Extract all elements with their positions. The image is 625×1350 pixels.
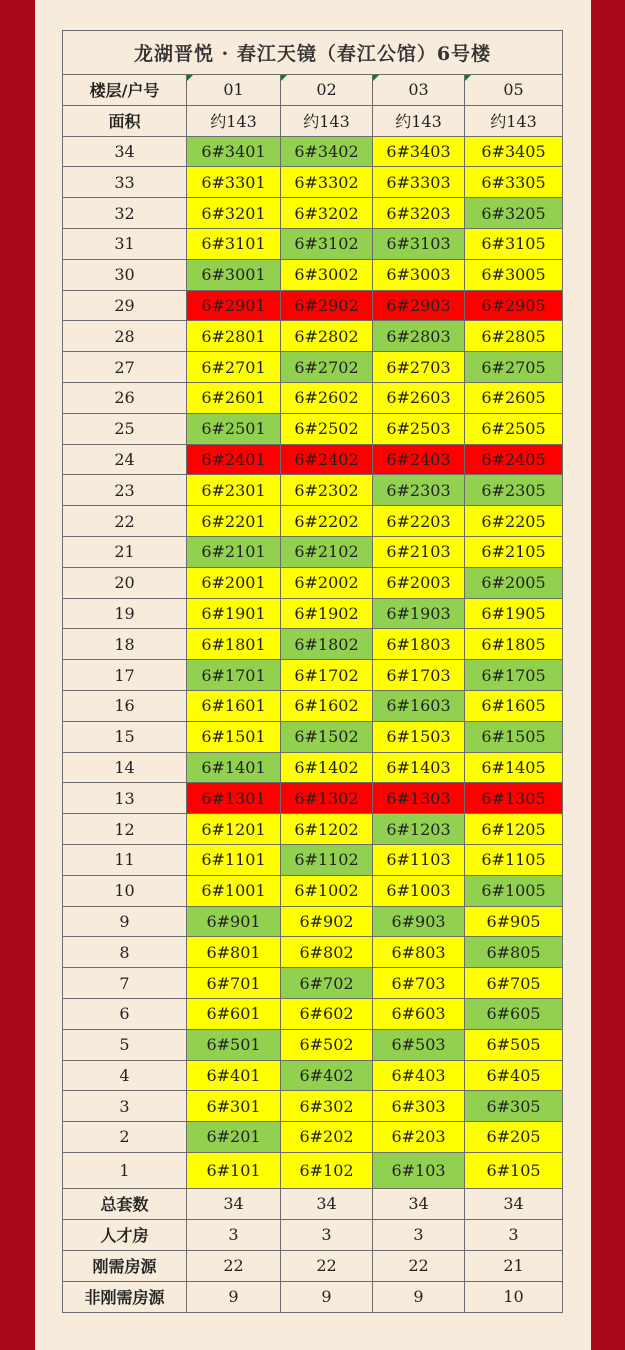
unit-cell: 6#2201 xyxy=(187,506,281,537)
area-value: 约143 xyxy=(187,105,281,136)
unit-cell: 6#1301 xyxy=(187,783,281,814)
unit-cell: 6#2402 xyxy=(281,444,373,475)
unit-cell: 6#501 xyxy=(187,1029,281,1060)
summary-value: 3 xyxy=(373,1219,465,1250)
unit-cell: 6#1005 xyxy=(465,875,563,906)
floor-row xyxy=(63,352,563,383)
unit-cell: 6#2203 xyxy=(373,506,465,537)
unit-cell: 6#1605 xyxy=(465,690,563,721)
unit-cell: 6#2802 xyxy=(281,321,373,352)
unit-cell: 6#101 xyxy=(187,1152,281,1188)
unit-cell: 6#2305 xyxy=(465,475,563,506)
unit-cell: 6#302 xyxy=(281,1091,373,1122)
floor-number: 29 xyxy=(63,290,187,321)
floor-number: 20 xyxy=(63,567,187,598)
unit-cell: 6#1701 xyxy=(187,660,281,691)
unit-cell: 6#2505 xyxy=(465,413,563,444)
floor-number: 8 xyxy=(63,937,187,968)
floor-row xyxy=(63,413,563,444)
summary-value: 22 xyxy=(187,1250,281,1281)
summary-row xyxy=(63,1281,563,1312)
summary-row xyxy=(63,1188,563,1219)
unit-cell: 6#2501 xyxy=(187,413,281,444)
unit-cell: 6#1003 xyxy=(373,875,465,906)
floor-row xyxy=(63,167,563,198)
summary-value: 3 xyxy=(465,1219,563,1250)
floor-row xyxy=(63,136,563,167)
floor-row xyxy=(63,968,563,999)
unit-cell: 6#2103 xyxy=(373,536,465,567)
floor-row xyxy=(63,660,563,691)
summary-value: 3 xyxy=(187,1219,281,1250)
unit-cell: 6#1401 xyxy=(187,752,281,783)
unit-cell: 6#2401 xyxy=(187,444,281,475)
unit-cell: 6#1803 xyxy=(373,629,465,660)
unit-cell: 6#1103 xyxy=(373,844,465,875)
unit-header-03 xyxy=(373,75,465,106)
floor-number: 12 xyxy=(63,814,187,845)
unit-cell: 6#2502 xyxy=(281,413,373,444)
unit-cell: 6#805 xyxy=(465,937,563,968)
summary-value: 21 xyxy=(465,1250,563,1281)
unit-header-text: 03 xyxy=(408,80,429,100)
area-row xyxy=(63,105,563,136)
floor-number: 22 xyxy=(63,506,187,537)
unit-cell: 6#2805 xyxy=(465,321,563,352)
floor-number: 13 xyxy=(63,783,187,814)
unit-cell: 6#3105 xyxy=(465,228,563,259)
unit-cell: 6#1402 xyxy=(281,752,373,783)
unit-cell: 6#1703 xyxy=(373,660,465,691)
unit-cell: 6#2703 xyxy=(373,352,465,383)
unit-cell: 6#3002 xyxy=(281,259,373,290)
summary-label: 总套数 xyxy=(63,1188,187,1219)
comment-marker-icon xyxy=(373,75,379,81)
floor-row xyxy=(63,783,563,814)
unit-cell: 6#1705 xyxy=(465,660,563,691)
floor-row xyxy=(63,228,563,259)
unit-cell: 6#602 xyxy=(281,998,373,1029)
unit-cell: 6#1702 xyxy=(281,660,373,691)
floor-number: 14 xyxy=(63,752,187,783)
floor-number: 21 xyxy=(63,536,187,567)
summary-label: 非刚需房源 xyxy=(63,1281,187,1312)
floor-number: 19 xyxy=(63,598,187,629)
floor-number: 6 xyxy=(63,998,187,1029)
floor-number: 30 xyxy=(63,259,187,290)
summary-value: 34 xyxy=(281,1188,373,1219)
unit-cell: 6#3005 xyxy=(465,259,563,290)
unit-cell: 6#2503 xyxy=(373,413,465,444)
unit-cell: 6#2005 xyxy=(465,567,563,598)
unit-cell: 6#703 xyxy=(373,968,465,999)
summary-value: 9 xyxy=(187,1281,281,1312)
area-value: 约143 xyxy=(465,105,563,136)
unit-cell: 6#301 xyxy=(187,1091,281,1122)
summary-value: 10 xyxy=(465,1281,563,1312)
unit-header-05 xyxy=(465,75,563,106)
floor-row xyxy=(63,721,563,752)
unit-cell: 6#305 xyxy=(465,1091,563,1122)
unit-cell: 6#2202 xyxy=(281,506,373,537)
unit-cell: 6#1202 xyxy=(281,814,373,845)
unit-cell: 6#901 xyxy=(187,906,281,937)
unit-cell: 6#1001 xyxy=(187,875,281,906)
floor-number: 32 xyxy=(63,198,187,229)
floor-row xyxy=(63,844,563,875)
floor-number: 9 xyxy=(63,906,187,937)
floor-row xyxy=(63,629,563,660)
unit-cell: 6#3203 xyxy=(373,198,465,229)
unit-header-text: 05 xyxy=(503,80,524,100)
unit-cell: 6#405 xyxy=(465,1060,563,1091)
floor-row xyxy=(63,998,563,1029)
summary-label: 人才房 xyxy=(63,1219,187,1250)
unit-cell: 6#2905 xyxy=(465,290,563,321)
summary-value: 3 xyxy=(281,1219,373,1250)
unit-cell: 6#202 xyxy=(281,1122,373,1153)
unit-cell: 6#201 xyxy=(187,1122,281,1153)
unit-cell: 6#2101 xyxy=(187,536,281,567)
unit-cell: 6#3301 xyxy=(187,167,281,198)
page-title: 龙湖晋悦 · 春江天镜（春江公馆）6号楼 xyxy=(63,31,563,75)
summary-value: 9 xyxy=(281,1281,373,1312)
unit-cell: 6#2003 xyxy=(373,567,465,598)
unit-cell: 6#701 xyxy=(187,968,281,999)
unit-cell: 6#3201 xyxy=(187,198,281,229)
floor-number: 33 xyxy=(63,167,187,198)
unit-cell: 6#1801 xyxy=(187,629,281,660)
unit-cell: 6#205 xyxy=(465,1122,563,1153)
unit-cell: 6#1403 xyxy=(373,752,465,783)
floor-number: 16 xyxy=(63,690,187,721)
unit-cell: 6#1602 xyxy=(281,690,373,721)
unit-header-02 xyxy=(281,75,373,106)
unit-cell: 6#2301 xyxy=(187,475,281,506)
unit-cell: 6#1601 xyxy=(187,690,281,721)
unit-header-text: 01 xyxy=(223,80,244,100)
unit-cell: 6#1101 xyxy=(187,844,281,875)
unit-cell: 6#505 xyxy=(465,1029,563,1060)
summary-value: 34 xyxy=(465,1188,563,1219)
unit-cell: 6#1905 xyxy=(465,598,563,629)
unit-cell: 6#303 xyxy=(373,1091,465,1122)
floor-row xyxy=(63,937,563,968)
summary-row xyxy=(63,1219,563,1250)
unit-cell: 6#2901 xyxy=(187,290,281,321)
floor-row xyxy=(63,198,563,229)
floor-number: 27 xyxy=(63,352,187,383)
area-value: 约143 xyxy=(373,105,465,136)
unit-cell: 6#801 xyxy=(187,937,281,968)
floor-row xyxy=(63,1091,563,1122)
unit-cell: 6#1805 xyxy=(465,629,563,660)
floor-unit-table xyxy=(62,30,563,1313)
unit-cell: 6#605 xyxy=(465,998,563,1029)
unit-cell: 6#2302 xyxy=(281,475,373,506)
summary-value: 34 xyxy=(187,1188,281,1219)
floor-row xyxy=(63,752,563,783)
unit-cell: 6#401 xyxy=(187,1060,281,1091)
comment-marker-icon xyxy=(187,75,193,81)
unit-cell: 6#2303 xyxy=(373,475,465,506)
floor-number: 7 xyxy=(63,968,187,999)
unit-cell: 6#3403 xyxy=(373,136,465,167)
floor-unit-header-label: 楼层/户号 xyxy=(63,75,187,106)
floor-row xyxy=(63,444,563,475)
unit-cell: 6#102 xyxy=(281,1152,373,1188)
floor-row xyxy=(63,567,563,598)
unit-cell: 6#3003 xyxy=(373,259,465,290)
unit-cell: 6#1505 xyxy=(465,721,563,752)
floor-number: 1 xyxy=(63,1152,187,1188)
floor-row xyxy=(63,906,563,937)
unit-cell: 6#702 xyxy=(281,968,373,999)
floor-row xyxy=(63,1152,563,1188)
floor-row xyxy=(63,290,563,321)
floor-number: 25 xyxy=(63,413,187,444)
floor-number: 34 xyxy=(63,136,187,167)
unit-cell: 6#403 xyxy=(373,1060,465,1091)
floor-row xyxy=(63,506,563,537)
unit-cell: 6#3103 xyxy=(373,228,465,259)
comment-marker-icon xyxy=(465,75,471,81)
unit-cell: 6#1203 xyxy=(373,814,465,845)
unit-cell: 6#1802 xyxy=(281,629,373,660)
unit-cell: 6#1205 xyxy=(465,814,563,845)
unit-cell: 6#2102 xyxy=(281,536,373,567)
comment-marker-icon xyxy=(281,75,287,81)
unit-cell: 6#2001 xyxy=(187,567,281,598)
unit-header-01 xyxy=(187,75,281,106)
unit-cell: 6#1903 xyxy=(373,598,465,629)
unit-cell: 6#2603 xyxy=(373,382,465,413)
floor-number: 17 xyxy=(63,660,187,691)
floor-row xyxy=(63,875,563,906)
floor-row xyxy=(63,1122,563,1153)
unit-cell: 6#3102 xyxy=(281,228,373,259)
unit-cell: 6#503 xyxy=(373,1029,465,1060)
unit-cell: 6#2601 xyxy=(187,382,281,413)
floor-number: 15 xyxy=(63,721,187,752)
area-value: 约143 xyxy=(281,105,373,136)
unit-cell: 6#1405 xyxy=(465,752,563,783)
unit-cell: 6#402 xyxy=(281,1060,373,1091)
unit-cell: 6#3001 xyxy=(187,259,281,290)
floor-number: 31 xyxy=(63,228,187,259)
unit-cell: 6#1302 xyxy=(281,783,373,814)
unit-cell: 6#705 xyxy=(465,968,563,999)
floor-row xyxy=(63,259,563,290)
floor-row xyxy=(63,321,563,352)
unit-cell: 6#1902 xyxy=(281,598,373,629)
unit-cell: 6#2803 xyxy=(373,321,465,352)
floor-number: 24 xyxy=(63,444,187,475)
unit-cell: 6#1901 xyxy=(187,598,281,629)
floor-row xyxy=(63,1029,563,1060)
unit-cell: 6#3205 xyxy=(465,198,563,229)
unit-cell: 6#903 xyxy=(373,906,465,937)
unit-cell: 6#203 xyxy=(373,1122,465,1153)
floor-row xyxy=(63,536,563,567)
floor-number: 11 xyxy=(63,844,187,875)
floor-row xyxy=(63,598,563,629)
floor-number: 26 xyxy=(63,382,187,413)
unit-cell: 6#1501 xyxy=(187,721,281,752)
floor-number: 23 xyxy=(63,475,187,506)
unit-cell: 6#3405 xyxy=(465,136,563,167)
floor-row xyxy=(63,690,563,721)
unit-cell: 6#2702 xyxy=(281,352,373,383)
floor-number: 3 xyxy=(63,1091,187,1122)
unit-cell: 6#2903 xyxy=(373,290,465,321)
unit-cell: 6#3202 xyxy=(281,198,373,229)
floor-number: 4 xyxy=(63,1060,187,1091)
unit-cell: 6#2403 xyxy=(373,444,465,475)
floor-row xyxy=(63,1060,563,1091)
unit-cell: 6#2701 xyxy=(187,352,281,383)
unit-cell: 6#905 xyxy=(465,906,563,937)
unit-cell: 6#902 xyxy=(281,906,373,937)
unit-cell: 6#2405 xyxy=(465,444,563,475)
unit-cell: 6#1502 xyxy=(281,721,373,752)
floor-number: 10 xyxy=(63,875,187,906)
unit-cell: 6#802 xyxy=(281,937,373,968)
unit-cell: 6#1603 xyxy=(373,690,465,721)
unit-cell: 6#3402 xyxy=(281,136,373,167)
unit-cell: 6#1503 xyxy=(373,721,465,752)
unit-cell: 6#1201 xyxy=(187,814,281,845)
unit-cell: 6#2602 xyxy=(281,382,373,413)
unit-cell: 6#2002 xyxy=(281,567,373,598)
summary-value: 9 xyxy=(373,1281,465,1312)
area-label: 面积 xyxy=(63,105,187,136)
floor-number: 2 xyxy=(63,1122,187,1153)
floor-row xyxy=(63,814,563,845)
unit-cell: 6#103 xyxy=(373,1152,465,1188)
unit-cell: 6#2801 xyxy=(187,321,281,352)
unit-cell: 6#502 xyxy=(281,1029,373,1060)
unit-cell: 6#2605 xyxy=(465,382,563,413)
unit-cell: 6#3305 xyxy=(465,167,563,198)
unit-header-row xyxy=(63,75,563,106)
unit-cell: 6#1303 xyxy=(373,783,465,814)
summary-value: 22 xyxy=(373,1250,465,1281)
unit-cell: 6#1102 xyxy=(281,844,373,875)
summary-label: 刚需房源 xyxy=(63,1250,187,1281)
unit-cell: 6#105 xyxy=(465,1152,563,1188)
floor-row xyxy=(63,382,563,413)
unit-cell: 6#3101 xyxy=(187,228,281,259)
unit-cell: 6#1305 xyxy=(465,783,563,814)
unit-cell: 6#3302 xyxy=(281,167,373,198)
floor-number: 5 xyxy=(63,1029,187,1060)
unit-cell: 6#803 xyxy=(373,937,465,968)
unit-cell: 6#2105 xyxy=(465,536,563,567)
unit-cell: 6#603 xyxy=(373,998,465,1029)
unit-cell: 6#3401 xyxy=(187,136,281,167)
unit-cell: 6#1105 xyxy=(465,844,563,875)
unit-cell: 6#601 xyxy=(187,998,281,1029)
unit-cell: 6#3303 xyxy=(373,167,465,198)
floor-row xyxy=(63,475,563,506)
summary-row xyxy=(63,1250,563,1281)
summary-value: 22 xyxy=(281,1250,373,1281)
floor-number: 28 xyxy=(63,321,187,352)
floor-number: 18 xyxy=(63,629,187,660)
title-row xyxy=(63,31,563,75)
summary-value: 34 xyxy=(373,1188,465,1219)
unit-cell: 6#2705 xyxy=(465,352,563,383)
unit-cell: 6#2902 xyxy=(281,290,373,321)
unit-cell: 6#1002 xyxy=(281,875,373,906)
unit-header-text: 02 xyxy=(316,80,337,100)
unit-cell: 6#2205 xyxy=(465,506,563,537)
